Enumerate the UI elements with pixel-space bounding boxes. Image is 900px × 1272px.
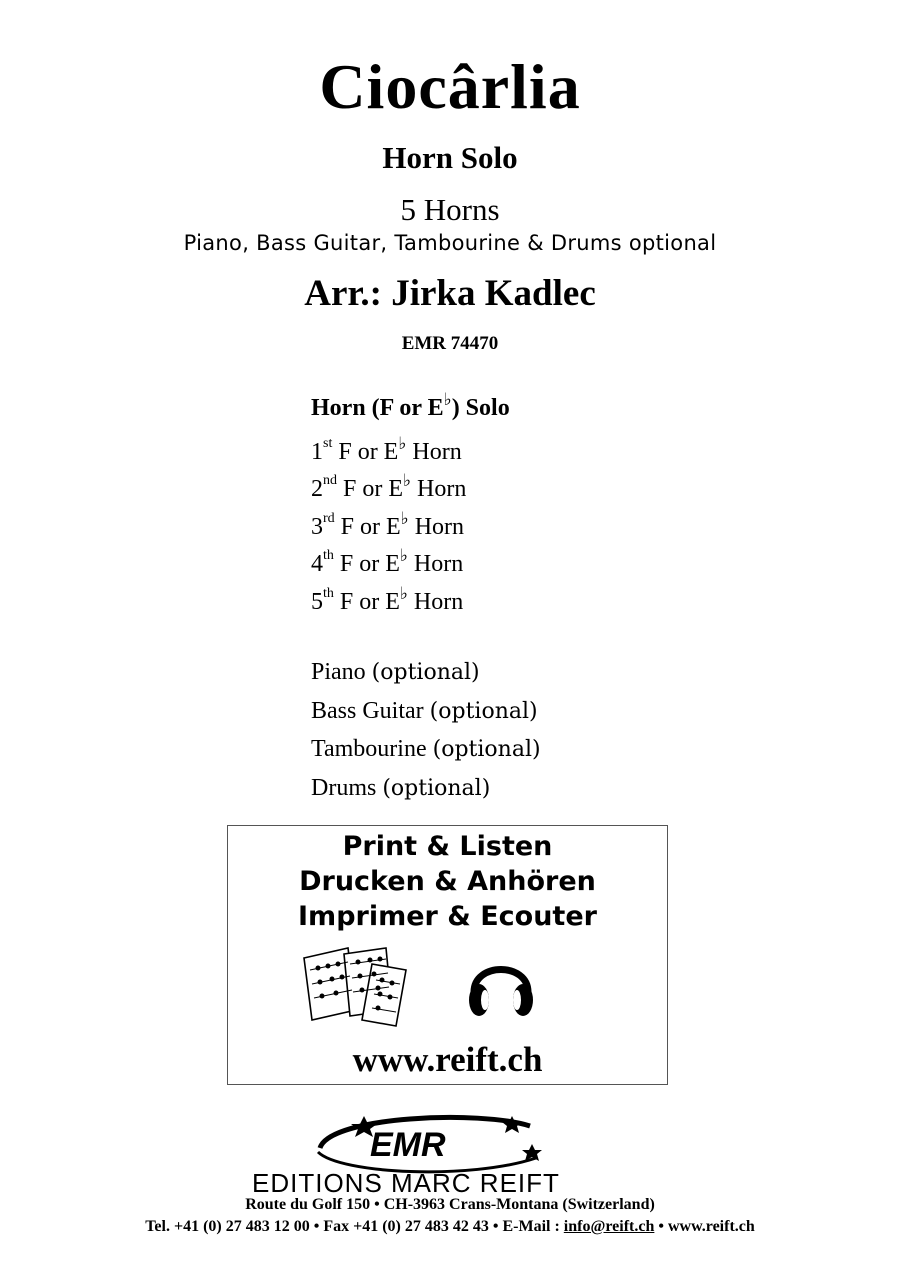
part-solo: [311, 390, 510, 428]
part-note: (optional): [432, 737, 541, 762]
sheet-music-icon: [300, 944, 412, 1026]
part-label: Horn (F or E: [311, 395, 444, 421]
parts-list: [311, 390, 510, 615]
flat-icon: ♭: [398, 433, 407, 454]
flat-icon: ♭: [403, 471, 412, 491]
part-label: Horn: [407, 588, 464, 615]
ensemble: 5 Horns: [400, 192, 500, 227]
part-number: 3: [311, 513, 323, 540]
part-ordinal: th: [323, 585, 334, 601]
part-label: ) Solo: [451, 395, 510, 421]
flat-icon: ♭: [399, 583, 408, 604]
catalog-number: EMR 74470: [401, 333, 499, 354]
optional-instruments: Piano, Bass Guitar, Tambourine & Drums optional: [183, 231, 717, 255]
page-title: Ciocârlia: [319, 51, 581, 122]
contact-phone-fax: Tel. +41 (0) 27 483 12 00 • Fax +41 (0) 27 483 42 43 • E-Mail :: [145, 1218, 564, 1235]
part-horn-4: [311, 540, 510, 578]
arranger: Arr.: Jirka Kadlec: [304, 273, 596, 314]
optional-part-drums: [311, 769, 541, 808]
promo-line-imprimer: Imprimer & Ecouter: [298, 901, 597, 932]
part-label: F or E: [332, 438, 399, 465]
part-number: 4: [311, 551, 323, 577]
part-horn-3: [311, 503, 510, 541]
headphones-icon: [466, 948, 536, 1022]
flat-icon: ♭: [443, 390, 452, 410]
optional-part-tambourine: [311, 730, 541, 769]
part-label: Drums: [311, 774, 383, 801]
promo-line-drucken: Drucken & Anhören: [299, 866, 596, 897]
optional-parts-list: [311, 653, 541, 807]
part-label: Horn: [406, 438, 462, 465]
part-label: Horn: [408, 513, 465, 540]
website-link[interactable]: www.reift.ch: [352, 1040, 543, 1079]
part-note: (optional): [429, 698, 538, 724]
part-label: F or E: [337, 476, 403, 502]
part-horn-5: [311, 578, 510, 616]
part-number: 2: [311, 476, 323, 502]
logo-mark-text: EMR: [370, 1126, 446, 1164]
optional-part-bass-guitar: [311, 692, 541, 731]
flat-icon: ♭: [399, 546, 408, 566]
flat-icon: ♭: [400, 508, 409, 529]
part-label: F or E: [333, 551, 400, 577]
part-horn-2: [311, 465, 510, 503]
part-label: Piano: [311, 659, 372, 685]
email-link[interactable]: info@reift.ch: [563, 1218, 655, 1235]
part-number: 1: [311, 438, 323, 465]
part-label: Horn: [407, 551, 464, 577]
part-note: (optional): [382, 775, 491, 801]
part-ordinal: nd: [323, 473, 337, 488]
part-ordinal: st: [323, 435, 333, 451]
promo-line-print-listen: Print & Listen: [342, 831, 553, 862]
part-label: F or E: [333, 588, 400, 615]
publisher-name: EDITIONS MARC REIFT: [252, 1168, 560, 1198]
subtitle: Horn Solo: [382, 140, 518, 175]
part-number: 5: [311, 588, 323, 615]
part-ordinal: th: [323, 548, 334, 563]
optional-part-piano: [311, 653, 541, 692]
part-label: Tambourine: [311, 736, 433, 762]
part-horn-1: [311, 428, 510, 466]
part-label: Bass Guitar: [311, 697, 430, 724]
publisher-contact: [0, 1218, 900, 1236]
part-ordinal: rd: [323, 510, 335, 526]
contact-website[interactable]: • www.reift.ch: [654, 1218, 755, 1235]
promo-box: [227, 825, 668, 1085]
part-label: F or E: [334, 513, 401, 540]
emr-logo: [252, 1108, 630, 1198]
part-label: Horn: [411, 476, 467, 502]
publisher-address: Route du Golf 150 • CH-3963 Crans-Montana (Switzerland): [245, 1196, 655, 1213]
part-note: (optional): [371, 660, 480, 685]
